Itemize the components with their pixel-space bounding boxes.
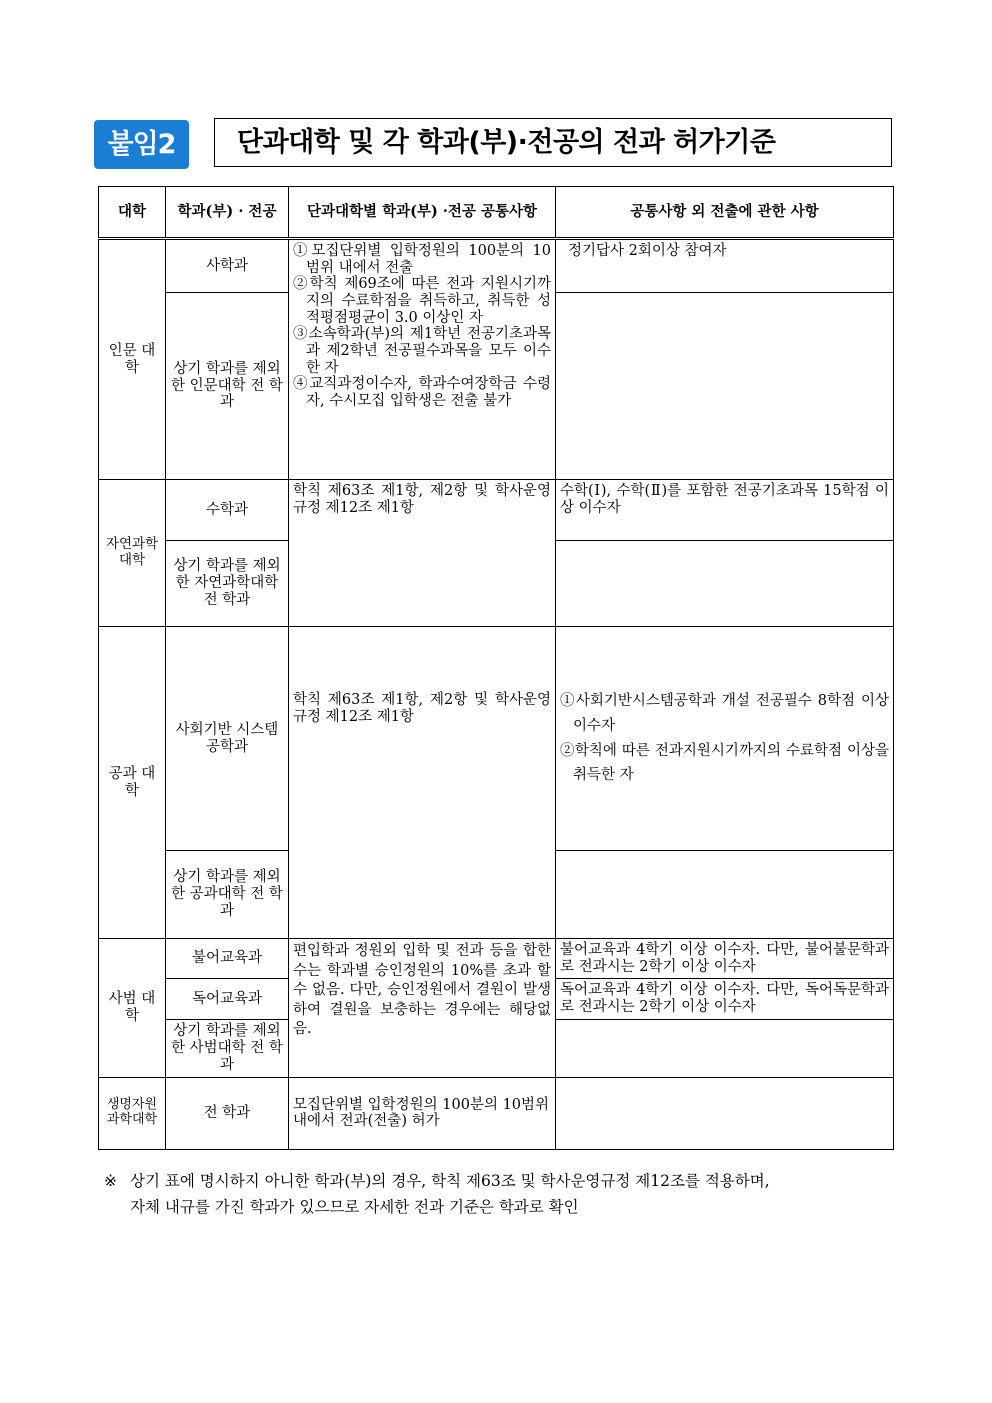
table-row xyxy=(99,627,894,851)
dept-math: 수학과 xyxy=(166,480,289,541)
dept-education-other: 상기 학과를 제외한 사범대학 전 학과 xyxy=(166,1019,289,1077)
common-education: 편입학과 정원외 입학 및 전과 등을 합한 수는 학과별 승인정원의 10%를 초과 할 수 없음. 다만, 승인정원에서 결원이 발생하여 결원을 보충하는 경우에는 해당없음. xyxy=(289,939,556,1078)
dept-history: 사학과 xyxy=(166,239,289,293)
extra-history: 정기답사 2회이상 참여자 xyxy=(556,239,894,293)
criteria-table xyxy=(98,186,894,1150)
list-item: ③소속학과(부)의 제1학년 전공기초과목과 제2학년 전공필수과목을 모두 이수한 자 xyxy=(293,326,551,376)
extra-german-edu: 독어교육과 4학기 이상 이수자. 다만, 독어독문학과로 전과시는 2학기 이상 이수자 xyxy=(556,979,894,1019)
college-life-science: 생명자원 과학대학 xyxy=(99,1077,166,1149)
college-engineering: 공과 대학 xyxy=(99,627,166,939)
list-item: ②학칙에 따른 전과지원시기까지의 수료학점 이상을 취득한 자 xyxy=(560,742,889,784)
attachment-badge: 붙임2 xyxy=(94,120,189,169)
header-dept: 학과(부) · 전공 xyxy=(166,187,289,239)
header-extra: 공통사항 외 전출에 관한 사항 xyxy=(556,187,894,239)
list-item: ④교직과정이수자, 학과수여장학금 수령자, 수시모집 입학생은 전출 불가 xyxy=(293,376,551,410)
extra-engineering-other xyxy=(556,851,894,939)
list-item: ①사회기반시스템공학과 개설 전공필수 8학점 이상 이수자 xyxy=(560,693,889,734)
dept-engineering-other: 상기 학과를 제외한 공과대학 전 학과 xyxy=(166,851,289,939)
page-title: 단과대학 및 각 학과(부)·전공의 전과 허가기준 xyxy=(214,118,892,167)
common-science: 학칙 제63조 제1항, 제2항 및 학사운영규정 제12조 제1항 xyxy=(289,480,556,627)
extra-math: 수학(Ⅰ), 수학(Ⅱ)를 포함한 전공기초과목 15학점 이상 이수자 xyxy=(556,480,894,541)
table-row xyxy=(99,480,894,541)
common-engineering: 학칙 제63조 제1항, 제2항 및 학사운영규정 제12조 제1항 xyxy=(289,627,556,939)
dept-german-edu: 독어교육과 xyxy=(166,979,289,1019)
footnote xyxy=(104,1168,904,1221)
extra-life xyxy=(556,1077,894,1149)
dept-science-other: 상기 학과를 제외한 자연과학대학 전 학과 xyxy=(166,541,289,627)
college-science: 자연과학 대학 xyxy=(99,480,166,627)
dept-french-edu: 불어교육과 xyxy=(166,939,289,979)
header-common: 단과대학별 학과(부) ·전공 공통사항 xyxy=(289,187,556,239)
table-row xyxy=(99,239,894,293)
note-line-2: 자체 내규를 가진 학과가 있으므로 자세한 전과 기준은 학과로 확인 xyxy=(130,1198,579,1217)
extra-education-other xyxy=(556,1019,894,1077)
extra-science-other xyxy=(556,541,894,627)
list-item: ①모집단위별 입학정원의 100분의 10 범위 내에서 전출 xyxy=(293,243,551,276)
list-item: ②학칙 제69조에 따른 전과 지원시기까지의 수료학점을 취득하고, 취득한 성적평점평균이 3.0 이상인 자 xyxy=(293,276,551,326)
note-line-1: 상기 표에 명시하지 아니한 학과(부)의 경우, 학칙 제63조 및 학사운영규정 제12조를 적용하며, xyxy=(130,1172,770,1190)
college-education: 사범 대학 xyxy=(99,939,166,1078)
common-life: 모집단위별 입학정원의 100분의 10범위 내에서 전과(전출) 허가 xyxy=(289,1077,556,1149)
extra-french-edu: 불어교육과 4학기 이상 이수자. 다만, 불어불문학과로 전과시는 2학기 이상 이수자 xyxy=(556,939,894,979)
dept-civil: 사회기반 시스템공학과 xyxy=(166,627,289,851)
extra-civil xyxy=(556,627,894,851)
table-row xyxy=(99,939,894,979)
header-college: 대학 xyxy=(99,187,166,239)
table-row xyxy=(99,1077,894,1149)
college-humanities: 인문 대학 xyxy=(99,239,166,480)
table-header-row xyxy=(99,187,894,239)
extra-humanities-other xyxy=(556,293,894,480)
common-humanities xyxy=(289,239,556,480)
note-mark: ※ xyxy=(104,1172,117,1190)
dept-humanities-other: 상기 학과를 제외한 인문대학 전 학과 xyxy=(166,293,289,480)
dept-life-all: 전 학과 xyxy=(166,1077,289,1149)
